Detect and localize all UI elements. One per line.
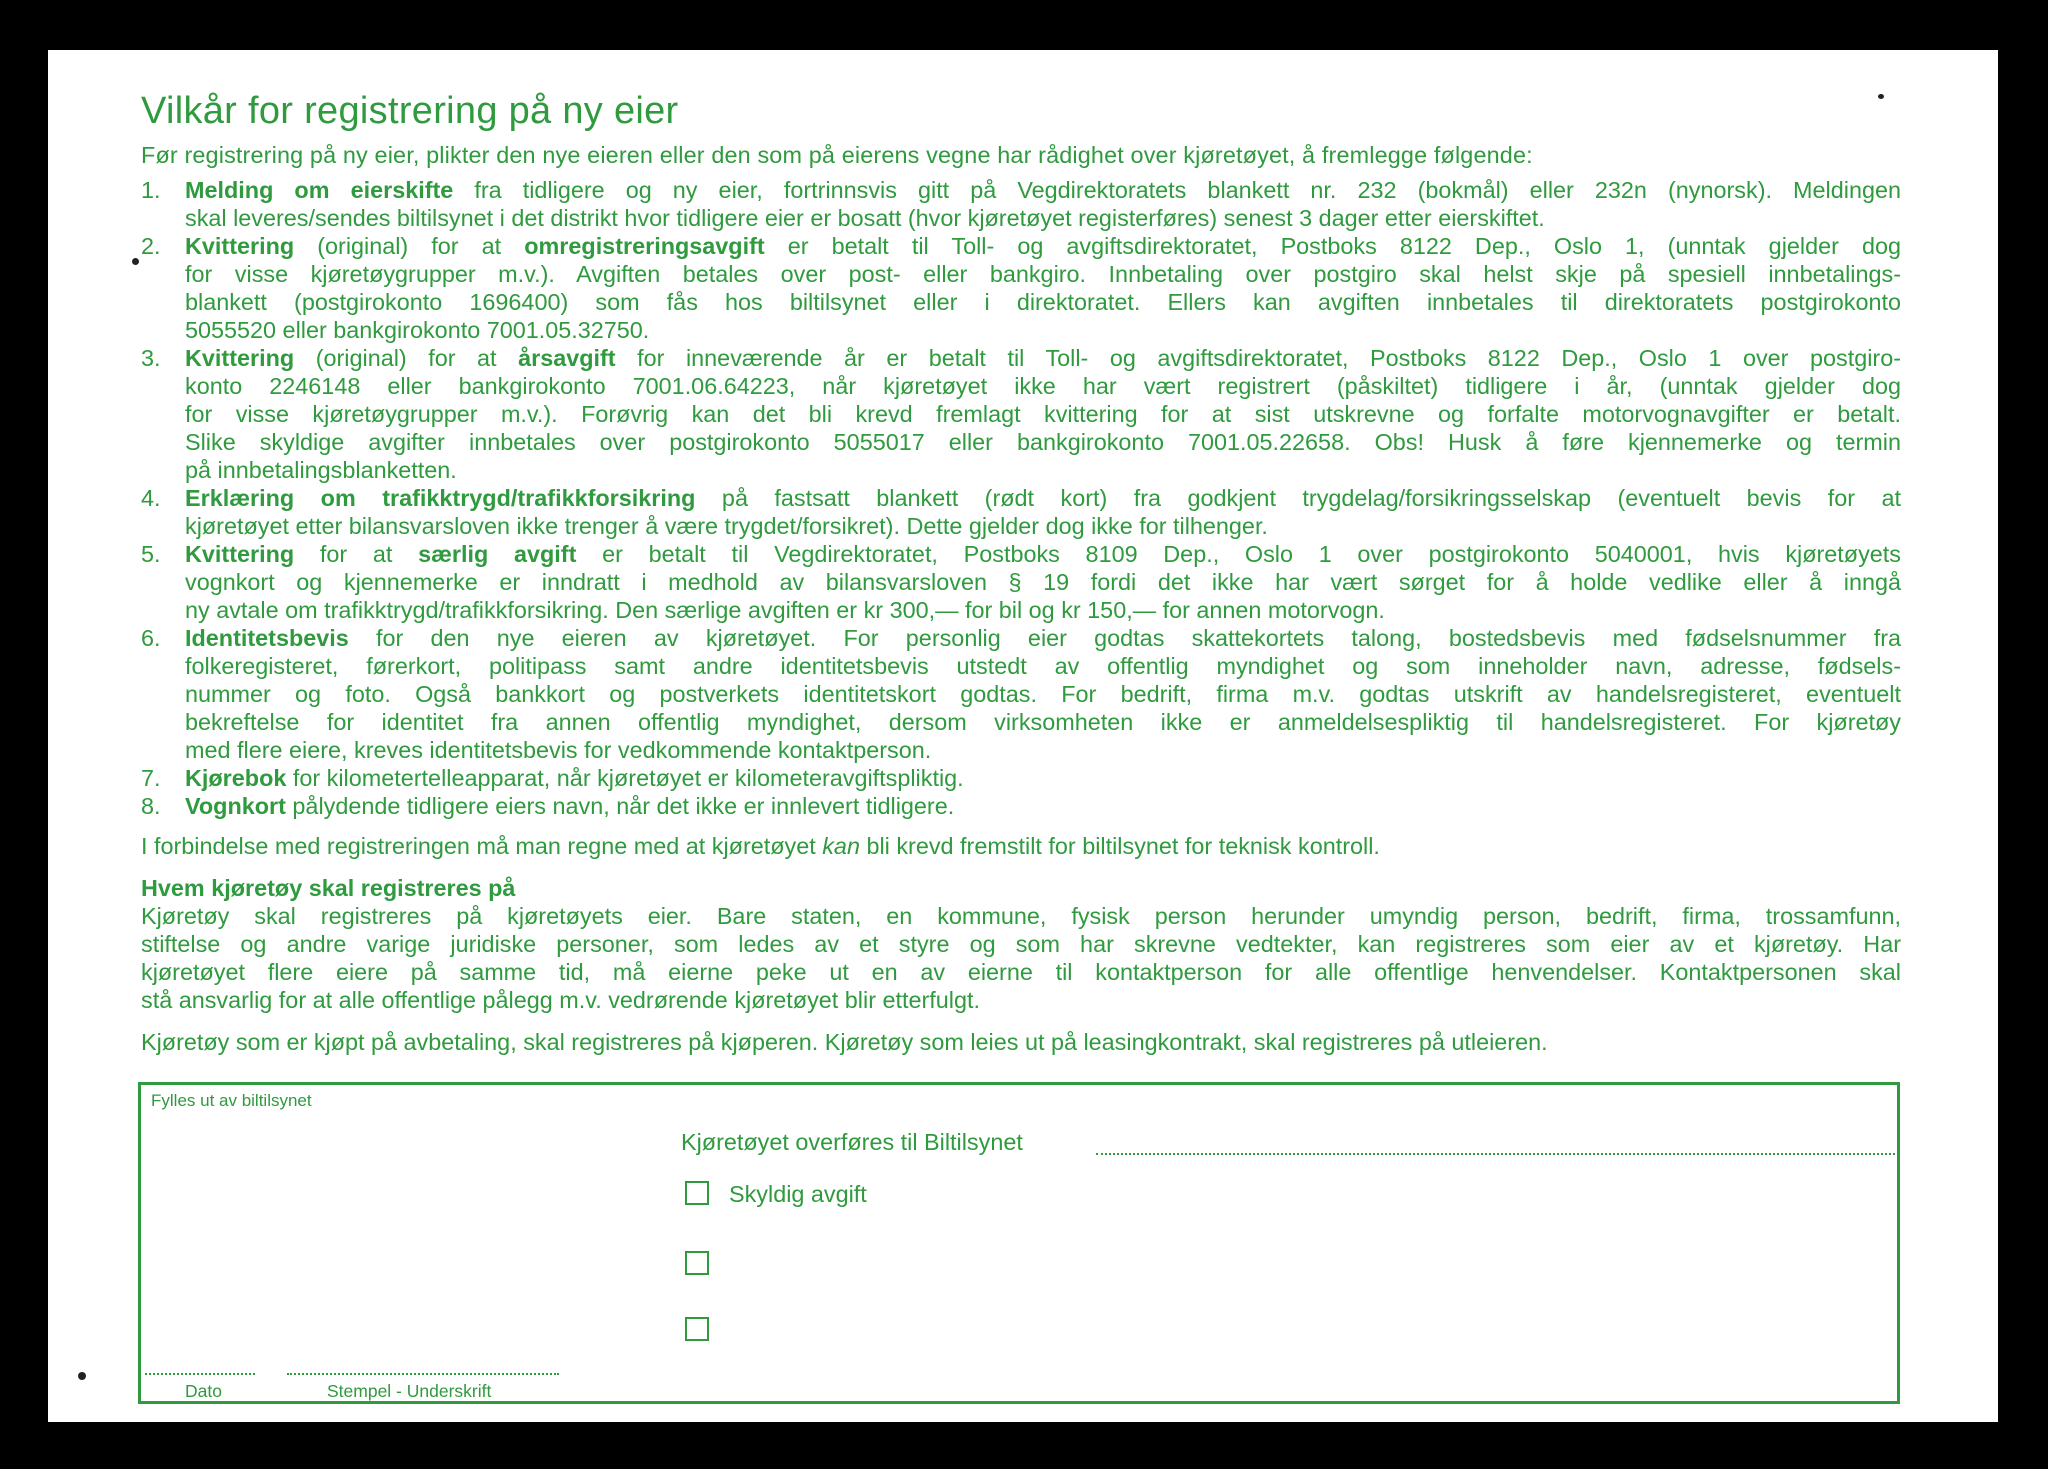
item-heading: Erklæring om trafikktrygd/trafikkforsikring: [185, 485, 696, 511]
item-heading: Kvittering: [185, 541, 295, 567]
list-item: 5. Kvittering for at særlig avgift er betalt til Vegdirektoratet, Postboks 8109 Dep., Oslo 1 over postgirokonto 5040001, hvis kjøretøyets vognkort og kjennemerke er inndratt i medhold av bilansvarsloven § 19 fordi det ikke har vært sørget for å holde vedlike eller å inngå ny avtale om trafikktrygd/trafikkforsikring. Den særlige avgiften er kr 300,— for bil og kr 150,— for annen motorvogn.: [141, 541, 1901, 623]
item-number: 8.: [141, 793, 161, 819]
item-heading: Identitetsbevis: [185, 625, 349, 651]
office-use-label: Fylles ut av biltilsynet: [151, 1091, 312, 1110]
item-number: 1.: [141, 177, 161, 203]
signature-label: Stempel - Underskrift: [327, 1381, 492, 1401]
who-section: Hvem kjøretøy skal registreres på Kjøretøy skal registreres på kjøretøyets eier. Bare staten, en kommune, fysisk person herunder umyndig person, bedrift, firma, trossamfunn, stiftelse og andre varige juridiske personer, som ledes av et styre og som har skrevne vedtekter, kan registreres som eier av et kjøretøy. Har kjøretøyet flere eiere på samme tid, må eierne peke ut en av eierne til kontaktperson for alle offentlige henvendelser. Kontaktpersonen skal stå ansvarlig for at alle offentlige pålegg m.v. vedrørende kjøretøyet blir etterfulgt.: [141, 875, 1901, 1013]
item-number: 2.: [141, 233, 161, 259]
date-label: Dato: [185, 1381, 222, 1401]
list-item: 3. Kvittering (original) for at årsavgift for inneværende år er betalt til Toll- og avgiftsdirektoratet, Postboks 8122 Dep., Oslo 1 over postgiro- konto 2246148 eller bankgirokonto 7001.06.64223, når kjøretøyet ikke har vært registrert (påskiltet) tidligere i år, (unntak gjelder dog for visse kjøretøygrupper m.v.). Forøvrig kan det bli krevd fremlagt kvittering for at sist utskrevne og forfalte motorvognavgifter er betalt. Slike skyldige avgifter innbetales over postgirokonto 5055017 eller bankgirokonto 7001.05.22658. Obs! Husk å føre kjennemerke og termin på innbetalingsblanketten.: [141, 345, 1901, 483]
item-number: 7.: [141, 765, 161, 791]
form-card: [48, 50, 1998, 1422]
signature-field[interactable]: [287, 1373, 559, 1375]
transfer-label: Kjøretøyet overføres til Biltilsynet: [681, 1129, 1023, 1155]
item-heading: Vognkort: [185, 793, 286, 819]
requirements-list: [141, 176, 1961, 820]
leasing-note: Kjøretøy som er kjøpt på avbetaling, skal registreres på kjøperen. Kjøretøy som leies ut på leasingkontrakt, skal registreres på utleieren.: [141, 1029, 1548, 1055]
list-item: 4. Erklæring om trafikktrygd/trafikkforsikring på fastsatt blankett (rødt kort) fra godkjent trygdelag/forsikringsselskap (eventuelt bevis for at kjøretøyet etter bilansvarsloven ikke trenger å være trygdet/forsikret). Dette gjelder dog ikke for tilhenger.: [141, 485, 1902, 539]
transfer-field[interactable]: [1096, 1153, 1899, 1155]
paper-speck: [1878, 94, 1884, 99]
list-item: 7. Kjørebok for kilometertelleapparat, når kjøretøyet er kilometeravgiftspliktig.: [141, 765, 964, 791]
item-heading: Kvittering: [185, 345, 295, 371]
checkbox-skyldig-avgift[interactable]: [685, 1181, 709, 1205]
list-item: 2. Kvittering (original) for at omregistreringsavgift er betalt til Toll- og avgiftsdirektoratet, Postboks 8122 Dep., Oslo 1, (unntak gjelder dog for visse kjøretøygrupper m.v.). Avgiften betales over post- eller bankgiro. Innbetaling over postgiro skal helst skje på spesiell innbetalings- blankett (postgirokonto 1696400) som fås hos biltilsynet eller i direktoratet. Ellers kan avgiften innbetales til direktoratets postgirokonto 5055520 eller bankgirokonto 7001.05.32750.: [141, 233, 1901, 343]
date-field[interactable]: [145, 1373, 255, 1375]
item-number: 3.: [141, 345, 161, 371]
list-item: 8. Vognkort pålydende tidligere eiers navn, når det ikke er innlevert tidligere.: [141, 793, 955, 819]
intro-text: Før registrering på ny eier, plikter den nye eieren eller den som på eierens vegne har rådighet over kjøretøyet, å fremlegge følgende:: [141, 142, 1533, 168]
item-heading: Kjørebok: [185, 765, 287, 791]
office-use-box: [138, 1082, 1900, 1404]
paper-speck: [132, 258, 139, 265]
checkbox-blank-1[interactable]: [685, 1251, 709, 1275]
checkbox-blank-2[interactable]: [685, 1317, 709, 1341]
list-item: 6. Identitetsbevis for den nye eieren av kjøretøyet. For personlig eier godtas skattekortets talong, bostedsbevis med fødselsnummer fra folkeregisteret, førerkort, politipass samt andre identitetsbevis utstedt av offentlig myndighet og som inneholder navn, adresse, fødsels- nummer og foto. Også bankkort og postverkets identitetskort godtas. For bedrift, firma m.v. godtas utskrift av handelsregisteret, eventuelt bekreftelse for identitet fra annen offentlig myndighet, dersom virksomheten ikke er anmeldelsespliktig til handelsregisteret. For kjøretøy med flere eiere, kreves identitetsbevis for vedkommende kontaktperson.: [141, 625, 1901, 763]
item-number: 6.: [141, 625, 161, 651]
item-number: 5.: [141, 541, 161, 567]
checkbox-label: Skyldig avgift: [729, 1181, 867, 1207]
item-heading: Kvittering: [185, 233, 295, 259]
item-number: 4.: [141, 485, 161, 511]
control-note: I forbindelse med registreringen må man regne med at kjøretøyet kan bli krevd fremstilt for biltilsynet for teknisk kontroll.: [141, 833, 1380, 859]
paper-speck: [78, 1372, 86, 1380]
section-heading: Hvem kjøretøy skal registreres på: [141, 875, 516, 901]
item-heading: Melding om eierskifte: [185, 177, 454, 203]
list-item: 1. Melding om eierskifte fra tidligere og ny eier, fortrinnsvis gitt på Vegdirektoratets blankett nr. 232 (bokmål) eller 232n (nynorsk). Meldingen skal leveres/sendes biltilsynet i det distrikt hvor tidligere eier er bosatt (hvor kjøretøyet registerføres) senest 3 dager etter eierskiftet.: [141, 177, 1901, 231]
page-title: Vilkår for registrering på ny eier: [141, 90, 679, 132]
